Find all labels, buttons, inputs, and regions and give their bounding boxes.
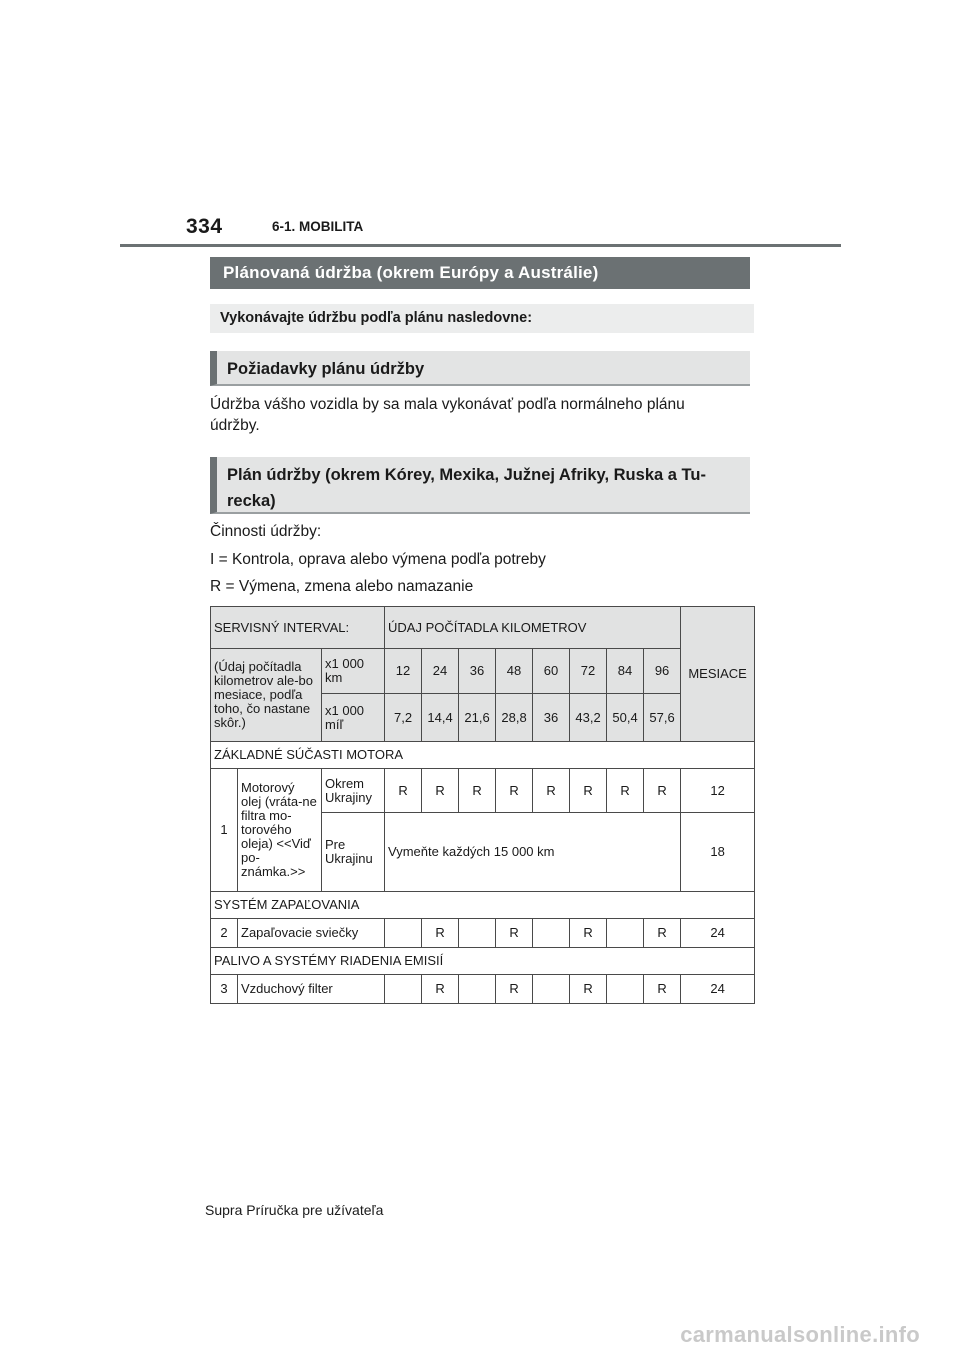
section-ignition: SYSTÉM ZAPAĽOVANIA	[211, 892, 755, 919]
schedule-cell: R	[385, 769, 422, 813]
schedule-cell	[607, 975, 644, 1004]
schedule-cell: R	[607, 769, 644, 813]
schedule-cell: R	[496, 769, 533, 813]
schedule-cell	[607, 919, 644, 948]
months-cell: 24	[681, 975, 755, 1004]
schedule-cell	[385, 975, 422, 1004]
legend-inspect: I = Kontrola, oprava alebo výmena podľa potreby	[210, 551, 546, 568]
schedule-cell	[459, 919, 496, 948]
mi-value: 21,6	[459, 694, 496, 742]
km-unit: x1 000 km	[322, 649, 385, 694]
mi-unit: x1 000 míľ	[322, 694, 385, 742]
schedule-cell: R	[459, 769, 496, 813]
schedule-cell: R	[422, 975, 459, 1004]
section-label: 6-1. MOBILITA	[272, 219, 364, 234]
section-engine: ZÁKLADNÉ SÚČASTI MOTORA	[211, 742, 755, 769]
schedule-cell: R	[644, 975, 681, 1004]
schedule-cell: R	[570, 975, 607, 1004]
variant-label: Pre Ukrajinu	[322, 813, 385, 892]
schedule-cell: R	[422, 919, 459, 948]
mi-value: 57,6	[644, 694, 681, 742]
heading-schedule: Plán údržby (okrem Kórey, Mexika, Južnej Afriky, Ruska a Tu-recka)	[210, 457, 750, 514]
schedule-cell: R	[533, 769, 570, 813]
km-value: 72	[570, 649, 607, 694]
service-interval-header: SERVISNÝ INTERVAL:	[211, 607, 385, 649]
mi-value: 36	[533, 694, 570, 742]
km-value: 84	[607, 649, 644, 694]
item-number: 2	[211, 919, 238, 948]
km-value: 12	[385, 649, 422, 694]
months-cell: 18	[681, 813, 755, 892]
item-number: 3	[211, 975, 238, 1004]
months-cell: 12	[681, 769, 755, 813]
legend-replace: R = Výmena, zmena alebo namazanie	[210, 578, 474, 595]
mi-value: 7,2	[385, 694, 422, 742]
mi-value: 14,4	[422, 694, 459, 742]
schedule-cell: R	[496, 919, 533, 948]
operations-label: Činnosti údržby:	[210, 523, 322, 540]
schedule-cell: R	[570, 769, 607, 813]
item-name: Motorový olej (vráta-ne filtra mo-torového oleja) <<Viď po-známka.>>	[238, 769, 322, 892]
variant-label: Okrem Ukrajiny	[322, 769, 385, 813]
page-number: 334	[186, 215, 223, 238]
section-fuel-emissions: PALIVO A SYSTÉMY RIADENIA EMISIÍ	[211, 948, 755, 975]
page-title: Plánovaná údržba (okrem Európy a Austrálie)	[210, 257, 750, 289]
mi-value: 43,2	[570, 694, 607, 742]
paragraph-normal-plan: Údržba vášho vozidla by sa mala vykonávať podľa normálneho plánu údržby.	[210, 396, 685, 434]
schedule-cell: R	[422, 769, 459, 813]
km-value: 24	[422, 649, 459, 694]
item-name: Vzduchový filter	[238, 975, 385, 1004]
km-value: 96	[644, 649, 681, 694]
km-value: 48	[496, 649, 533, 694]
mi-value: 28,8	[496, 694, 533, 742]
km-value: 60	[533, 649, 570, 694]
item-name: Zapaľovacie sviečky	[238, 919, 385, 948]
schedule-cell: R	[644, 919, 681, 948]
mi-value: 50,4	[607, 694, 644, 742]
months-header: MESIACE	[681, 607, 755, 742]
footer-manual-title: Supra Príručka pre užívateľa	[205, 1202, 384, 1218]
schedule-cell: R	[496, 975, 533, 1004]
schedule-cell	[385, 919, 422, 948]
watermark: carmanualsonline.info	[680, 1322, 920, 1347]
schedule-cell	[459, 975, 496, 1004]
item-number: 1	[211, 769, 238, 892]
maintenance-schedule-table	[210, 606, 755, 1004]
header-rule	[120, 244, 841, 247]
intro-text: Vykonávajte údržbu podľa plánu nasledovne:	[210, 304, 754, 333]
schedule-cell: R	[644, 769, 681, 813]
km-value: 36	[459, 649, 496, 694]
heading-requirements: Požiadavky plánu údržby	[210, 351, 750, 386]
schedule-cell: R	[570, 919, 607, 948]
odometer-header: ÚDAJ POČÍTADLA KILOMETROV	[385, 607, 681, 649]
schedule-cell	[533, 919, 570, 948]
schedule-cell	[533, 975, 570, 1004]
replacement-note: Vymeňte každých 15 000 km	[385, 813, 681, 892]
months-cell: 24	[681, 919, 755, 948]
interval-note: (Údaj počítadla kilometrov ale-bo mesiace, podľa toho, čo nastane skôr.)	[211, 649, 322, 742]
